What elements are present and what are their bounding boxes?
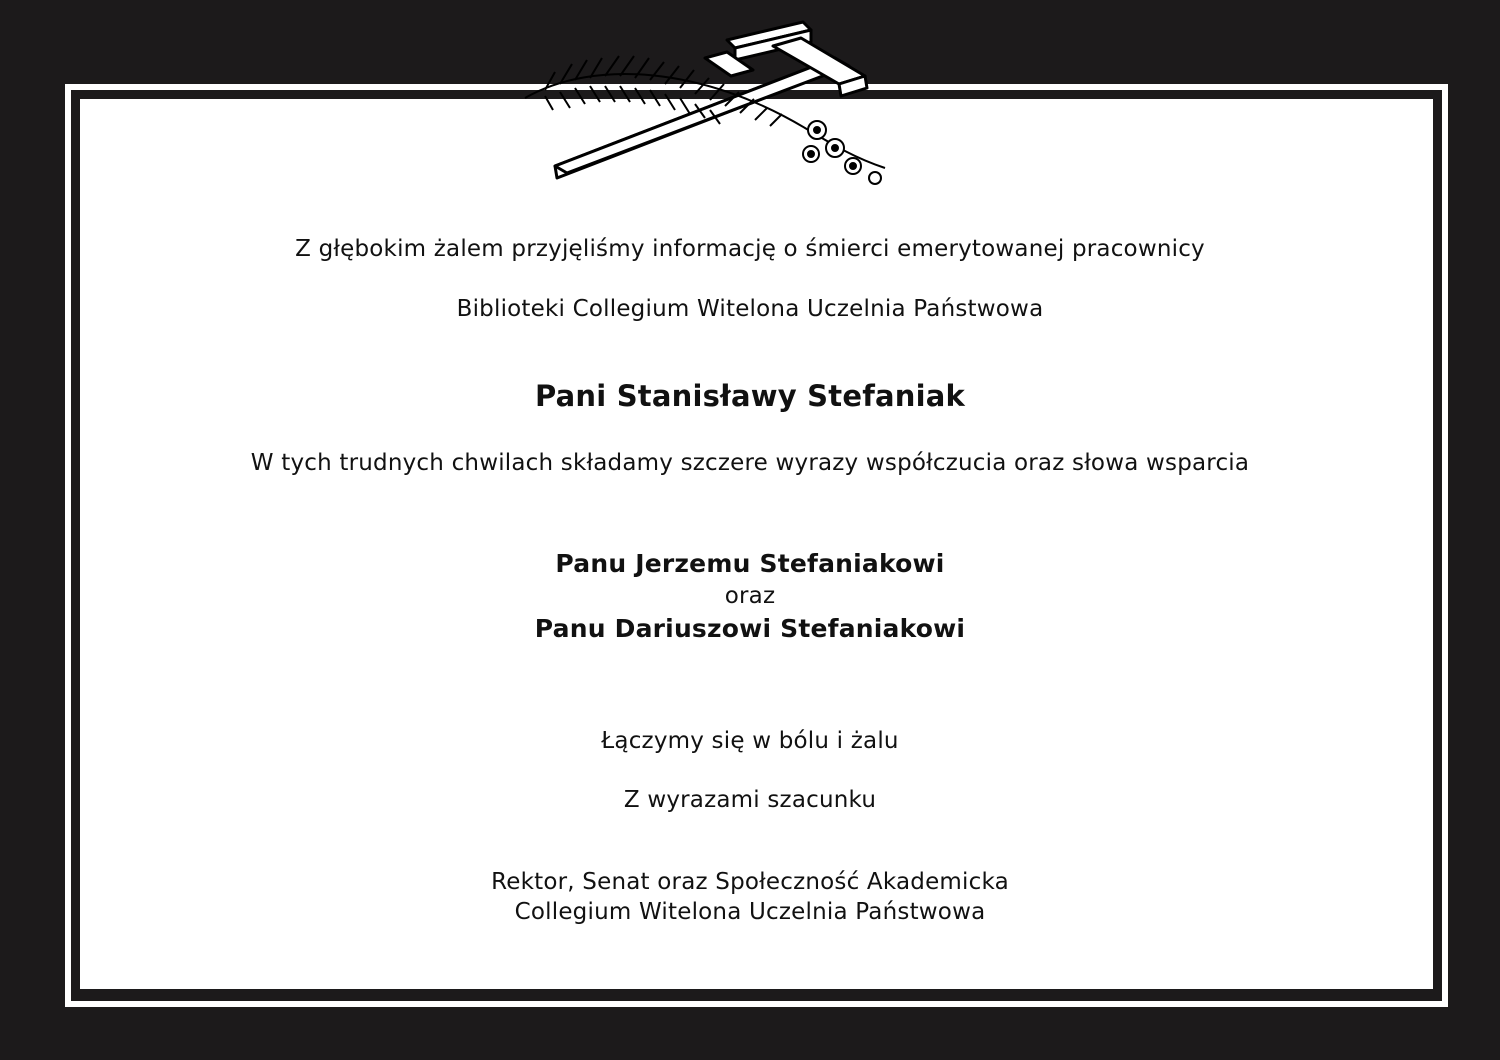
notice-card xyxy=(80,99,1433,989)
condolence-line: W tych trudnych chwilach składamy szczere wyrazy współczucia oraz słowa wsparcia xyxy=(250,450,1250,476)
conjunction-text: oraz xyxy=(724,583,776,609)
recipient-name-2: Panu Dariuszowi Stefaniakowi xyxy=(534,614,966,643)
closing-line-1: Łączymy się w bólu i żalu xyxy=(601,728,899,754)
intro-line: Z głębokim żalem przyjęliśmy informację o śmierci emerytowanej pracownicy xyxy=(295,236,1205,262)
closing-line-2: Z wyrazami szacunku xyxy=(623,787,877,813)
deceased-name: Pani Stanisławy Stefaniak xyxy=(534,379,966,413)
recipient-name-1: Panu Jerzemu Stefaniakowi xyxy=(555,549,945,578)
signature-line-2: Collegium Witelona Uczelnia Państwowa xyxy=(514,899,986,925)
cross-with-palm-branch-icon xyxy=(505,18,925,198)
institution-line: Biblioteki Collegium Witelona Uczelnia Państwowa xyxy=(456,296,1044,322)
signature-line-1: Rektor, Senat oraz Społeczność Akademicka xyxy=(491,869,1009,895)
